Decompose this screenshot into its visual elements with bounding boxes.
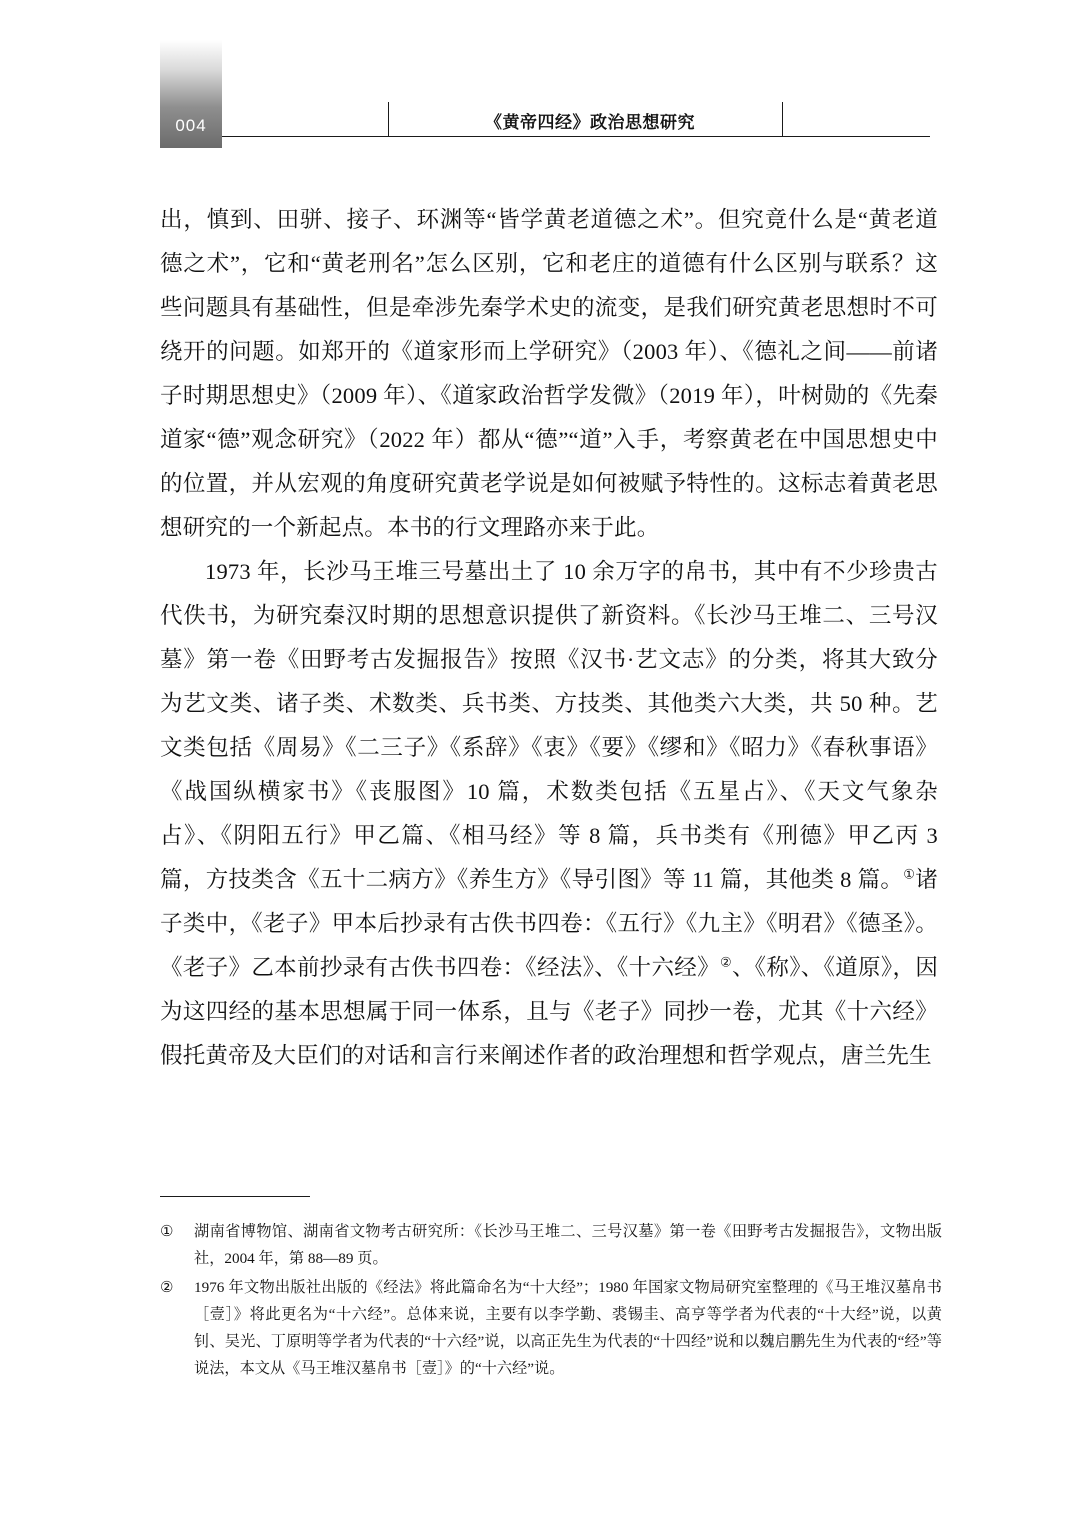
footnote-text: 1976 年文物出版社出版的《经法》将此篇命名为“十大经”；1980 年国家文物局研究室整理的《马王堆汉墓帛书［壹］》将此更名为“十六经”。总体来说，主要有以李学勤、裘锡圭、高亨等学者为代表的“十大经”说，以黄钊、吴光、丁原明等学者为代表的“十六经”说，以高正先生为代表的“十四经”说和以魏启鹏先生为代表的“经”等说法，本文从《马王堆汉墓帛书［壹］》的“十六经”说。 bbox=[194, 1279, 942, 1377]
paragraph-2-part-3: 、《称》、《道原》，因为这四经的基本思想属于同一体系，且与《老子》同抄一卷，尤其《十六经》假托黄帝及大臣们的对话和言行来阐述作者的政治理想和哲学观点，唐兰先生 bbox=[160, 955, 939, 1068]
paragraph-2-part-1: 1973 年，长沙马王堆三号墓出土了 10 余万字的帛书，其中有不少珍贵古代佚书，为研究秦汉时期的思想意识提供了新资料。《长沙马王堆二、三号汉墓》第一卷《田野考古发掘报告》按照《汉书·艺文志》的分类，将其大致分为艺文类、诸子类、术数类、兵书类、方技类、其他类六大类，共 50 种。艺文类包括《周易》《二三子》《系辞》《衷》《要》《缪和》《昭力》《春秋事语》《战国纵横家书》《丧服图》10 篇，术数类包括《五星占》、《天文气象杂占》、《阴阳五行》甲乙篇、《相马经》等 8 篇，兵书类有《刑德》甲乙丙 3 篇，方技类含《五十二病方》《养生方》《导引图》等 11 篇，其他类 8 篇。 bbox=[160, 559, 938, 892]
footnote-ref-1[interactable]: ① bbox=[903, 866, 916, 882]
footnote-item bbox=[160, 1274, 942, 1382]
body-column bbox=[160, 198, 938, 1078]
footnote-marker: ① bbox=[160, 1223, 174, 1240]
paragraph-2 bbox=[160, 550, 938, 1078]
folio-box bbox=[160, 40, 222, 148]
header-tick-left bbox=[388, 102, 389, 136]
header-rule bbox=[222, 136, 930, 137]
header-tick-right bbox=[782, 102, 783, 136]
footnote-marker: ② bbox=[160, 1279, 174, 1296]
paragraph-2-part-2: 诸子类中，《老子》甲本后抄录有古佚书四卷：《五行》《九主》《明君》《德圣》。《老子》乙本前抄录有古佚书四卷：《经法》、《十六经》 bbox=[160, 867, 938, 980]
footnote-list bbox=[160, 1218, 942, 1384]
footnote-ref-2[interactable]: ② bbox=[719, 954, 732, 970]
paragraph-1: 出，慎到、田骈、接子、环渊等“皆学黄老道德之术”。但究竟什么是“黄老道德之术”，它和“黄老刑名”怎么区别，它和老庄的道德有什么区别与联系？这些问题具有基础性，但是牵涉先秦学术史的流变，是我们研究黄老思想时不可绕开的问题。如郑开的《道家形而上学研究》（2003 年）、《德礼之间——前诸子时期思想史》（2009 年）、《道家政治哲学发微》（2019 年），叶树勋的《先秦道家“德”观念研究》（2022 年）都从“德”“道”入手，考察黄老在中国思想史中的位置，并从宏观的角度研究黄老学说是如何被赋予特性的。这标志着黄老思想研究的一个新起点。本书的行文理路亦来于此。 bbox=[160, 207, 938, 540]
running-title: 《黄帝四经》政治思想研究 bbox=[485, 113, 695, 132]
footnote-item bbox=[160, 1218, 942, 1272]
running-head bbox=[160, 40, 930, 148]
page-number: 004 bbox=[175, 116, 207, 135]
footnote-separator bbox=[160, 1196, 310, 1197]
footnote-text: 湖南省博物馆、湖南省文物考古研究所：《长沙马王堆二、三号汉墓》第一卷《田野考古发掘报告》，文物出版社，2004 年，第 88—89 页。 bbox=[194, 1223, 942, 1267]
